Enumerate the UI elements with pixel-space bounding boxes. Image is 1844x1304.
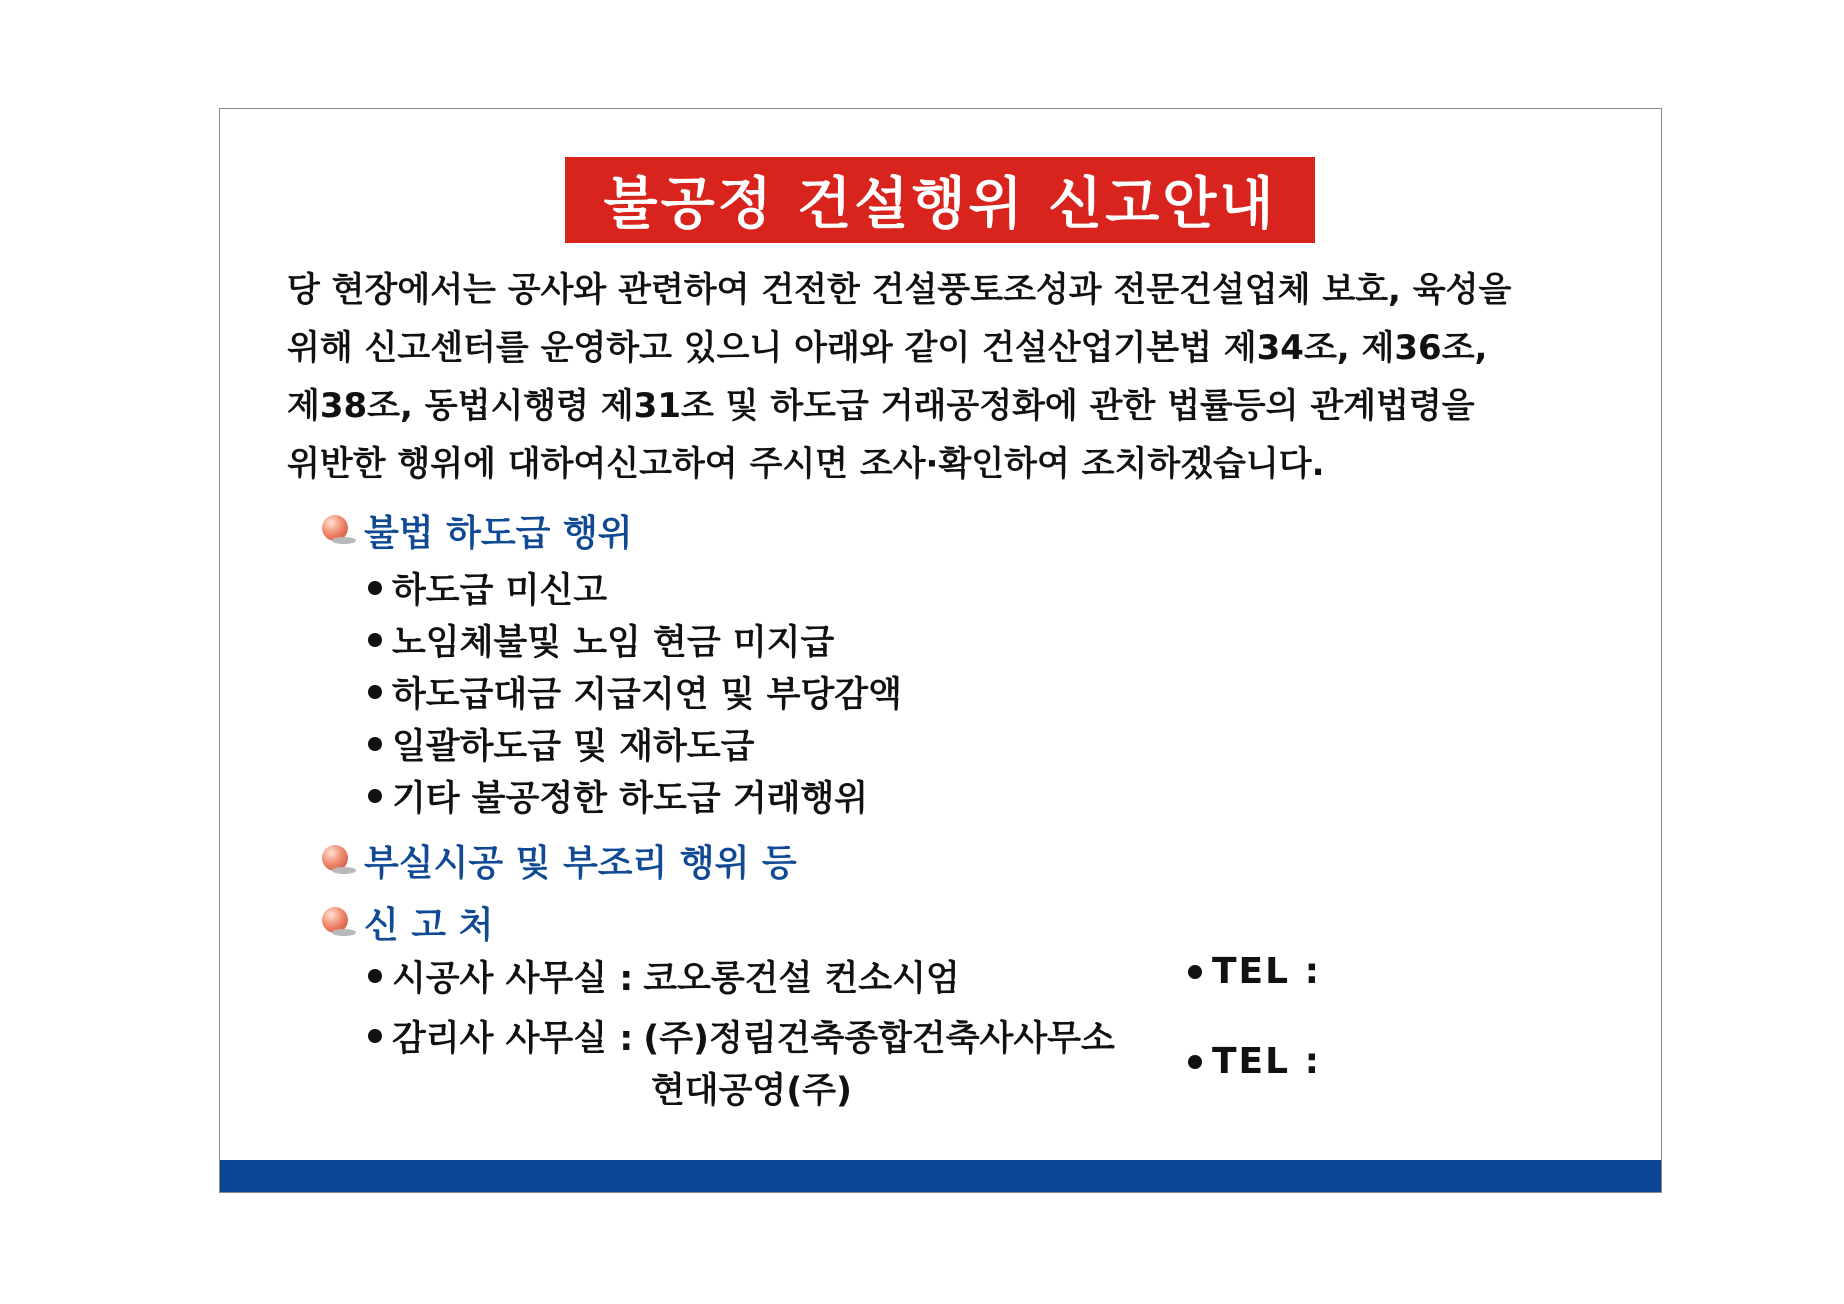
- bullet-ball-icon: [322, 906, 354, 938]
- bullet-icon: [368, 685, 382, 699]
- contact-value: (주)정림건축종합건축사사무소: [643, 1019, 1115, 1059]
- list-item: [368, 615, 834, 665]
- list-item-text: 일괄하도급 및 재하도급: [392, 727, 755, 767]
- list-item: [368, 563, 607, 613]
- section-report-contacts: [322, 899, 493, 945]
- list-item: [368, 719, 754, 769]
- bullet-icon: [368, 1029, 382, 1043]
- list-item-text: 기타 불공정한 하도급 거래행위: [392, 779, 869, 819]
- list-item: [368, 667, 902, 717]
- bullet-icon: [368, 969, 382, 983]
- sign-title: 불공정 건설행위 신고안내: [565, 157, 1315, 243]
- intro-line: 위해 신고센터를 운영하고 있으니 아래와 같이 건설산업기본법 제34조, 제36조,: [287, 328, 1488, 368]
- intro-line: 당 현장에서는 공사와 관련하여 건전한 건설풍토조성과 전문건설업체 보호, 육성을: [287, 270, 1512, 310]
- list-item: [368, 771, 868, 821]
- bullet-icon: [1188, 965, 1202, 979]
- bullet-icon: [368, 789, 382, 803]
- contact-value-secondary: 현대공영(주): [651, 1071, 853, 1111]
- bullet-ball-icon: [322, 514, 354, 546]
- bullet-icon: [1188, 1055, 1202, 1069]
- tel-label: TEL :: [1212, 951, 1322, 992]
- contact-contractor: [368, 951, 960, 1001]
- notice-sign: [219, 108, 1662, 1193]
- bullet-icon: [368, 633, 382, 647]
- bullet-ball-icon: [322, 844, 354, 876]
- list-item-text: 하도급대금 지급지연 및 부당감액: [392, 675, 902, 715]
- contact-value: 코오롱건설 컨소시엄: [643, 959, 960, 999]
- contact-tel: [1188, 951, 1321, 992]
- contact-supervisor: [368, 1011, 1115, 1061]
- intro-line: 제38조, 동법시행령 제31조 및 하도급 거래공정화에 관한 법률등의 관계법령을: [287, 386, 1475, 426]
- bullet-icon: [368, 581, 382, 595]
- contact-label: 시공사 사무실 :: [392, 959, 634, 999]
- section-title: 불법 하도급 행위: [364, 512, 633, 554]
- section-poor-construction: [322, 837, 797, 883]
- intro-line: 위반한 행위에 대하여신고하여 주시면 조사·확인하여 조치하겠습니다.: [287, 444, 1325, 484]
- tel-label: TEL :: [1212, 1041, 1322, 1082]
- contact-label: 감리사 사무실 :: [392, 1019, 634, 1059]
- list-item-text: 노임체불및 노임 현금 미지급: [392, 623, 835, 663]
- section-title: 부실시공 및 부조리 행위 등: [364, 842, 797, 884]
- contact-tel: [1188, 1041, 1321, 1082]
- section-title: 신 고 처: [364, 904, 494, 946]
- intro-paragraph: [287, 261, 1607, 493]
- bottom-bar: [220, 1160, 1661, 1192]
- list-item-text: 하도급 미신고: [392, 571, 608, 611]
- section-illegal-subcontract: [322, 507, 633, 553]
- bullet-icon: [368, 737, 382, 751]
